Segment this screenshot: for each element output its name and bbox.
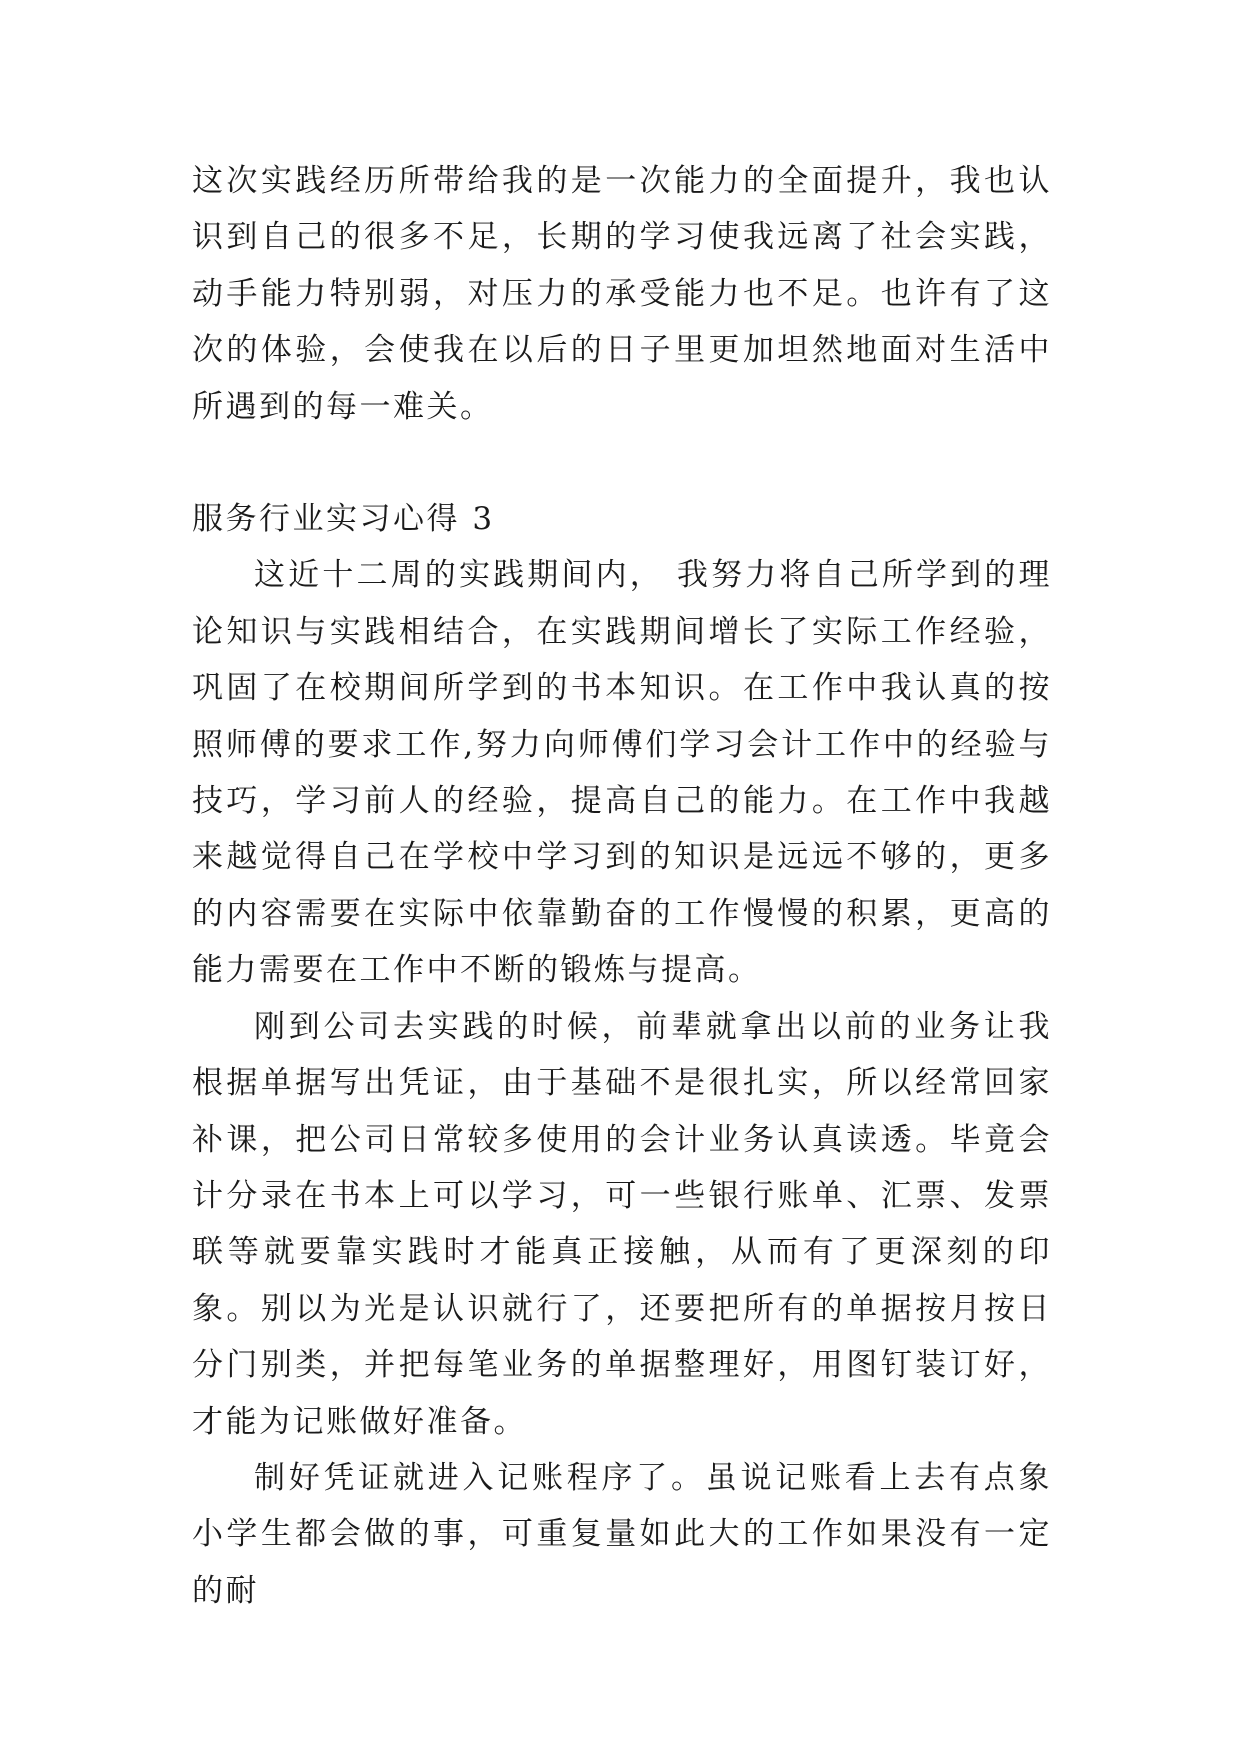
document-body — [192, 153, 1052, 1619]
body-paragraph: 这近十二周的实践期间内， 我努力将自己所学到的理论知识与实践相结合，在实践期间增长了实际工作经验，巩固了在校期间所学到的书本知识。在工作中我认真的按照师傅的要求工作,努力向师傅们学习会计工作中的经验与技巧，学习前人的经验，提高自己的能力。在工作中我越来越觉得自己在学校中学习到的知识是远远不够的，更多的内容需要在实际中依靠勤奋的工作慢慢的积累，更高的能力需要在工作中不断的锻炼与提高。 — [192, 557, 1052, 989]
section-title: 服务行业实习心得 3 — [192, 501, 495, 538]
intro-paragraph: 这次实践经历所带给我的是一次能力的全面提升，我也认识到自己的很多不足，长期的学习使我远离了社会实践，动手能力特别弱，对压力的承受能力也不足。也许有了这次的体验，会使我在以后的日子里更加坦然地面对生活中所遇到的每一难关。 — [192, 163, 1052, 425]
paragraph-gap — [192, 435, 1052, 491]
body-paragraph: 刚到公司去实践的时候，前辈就拿出以前的业务让我根据单据写出凭证，由于基础不是很扎实，所以经常回家补课，把公司日常较多使用的会计业务认真读透。毕竟会计分录在书本上可以学习，可一些银行账单、汇票、发票联等就要靠实践时才能真正接触，从而有了更深刻的印象。别以为光是认识就行了，还要把所有的单据按月按日分门别类，并把每笔业务的单据整理好，用图钉装订好，才能为记账做好准备。 — [192, 1008, 1052, 1440]
body-paragraph: 制好凭证就进入记账程序了。虽说记账看上去有点象小学生都会做的事，可重复量如此大的工作如果没有一定的耐 — [192, 1459, 1052, 1609]
